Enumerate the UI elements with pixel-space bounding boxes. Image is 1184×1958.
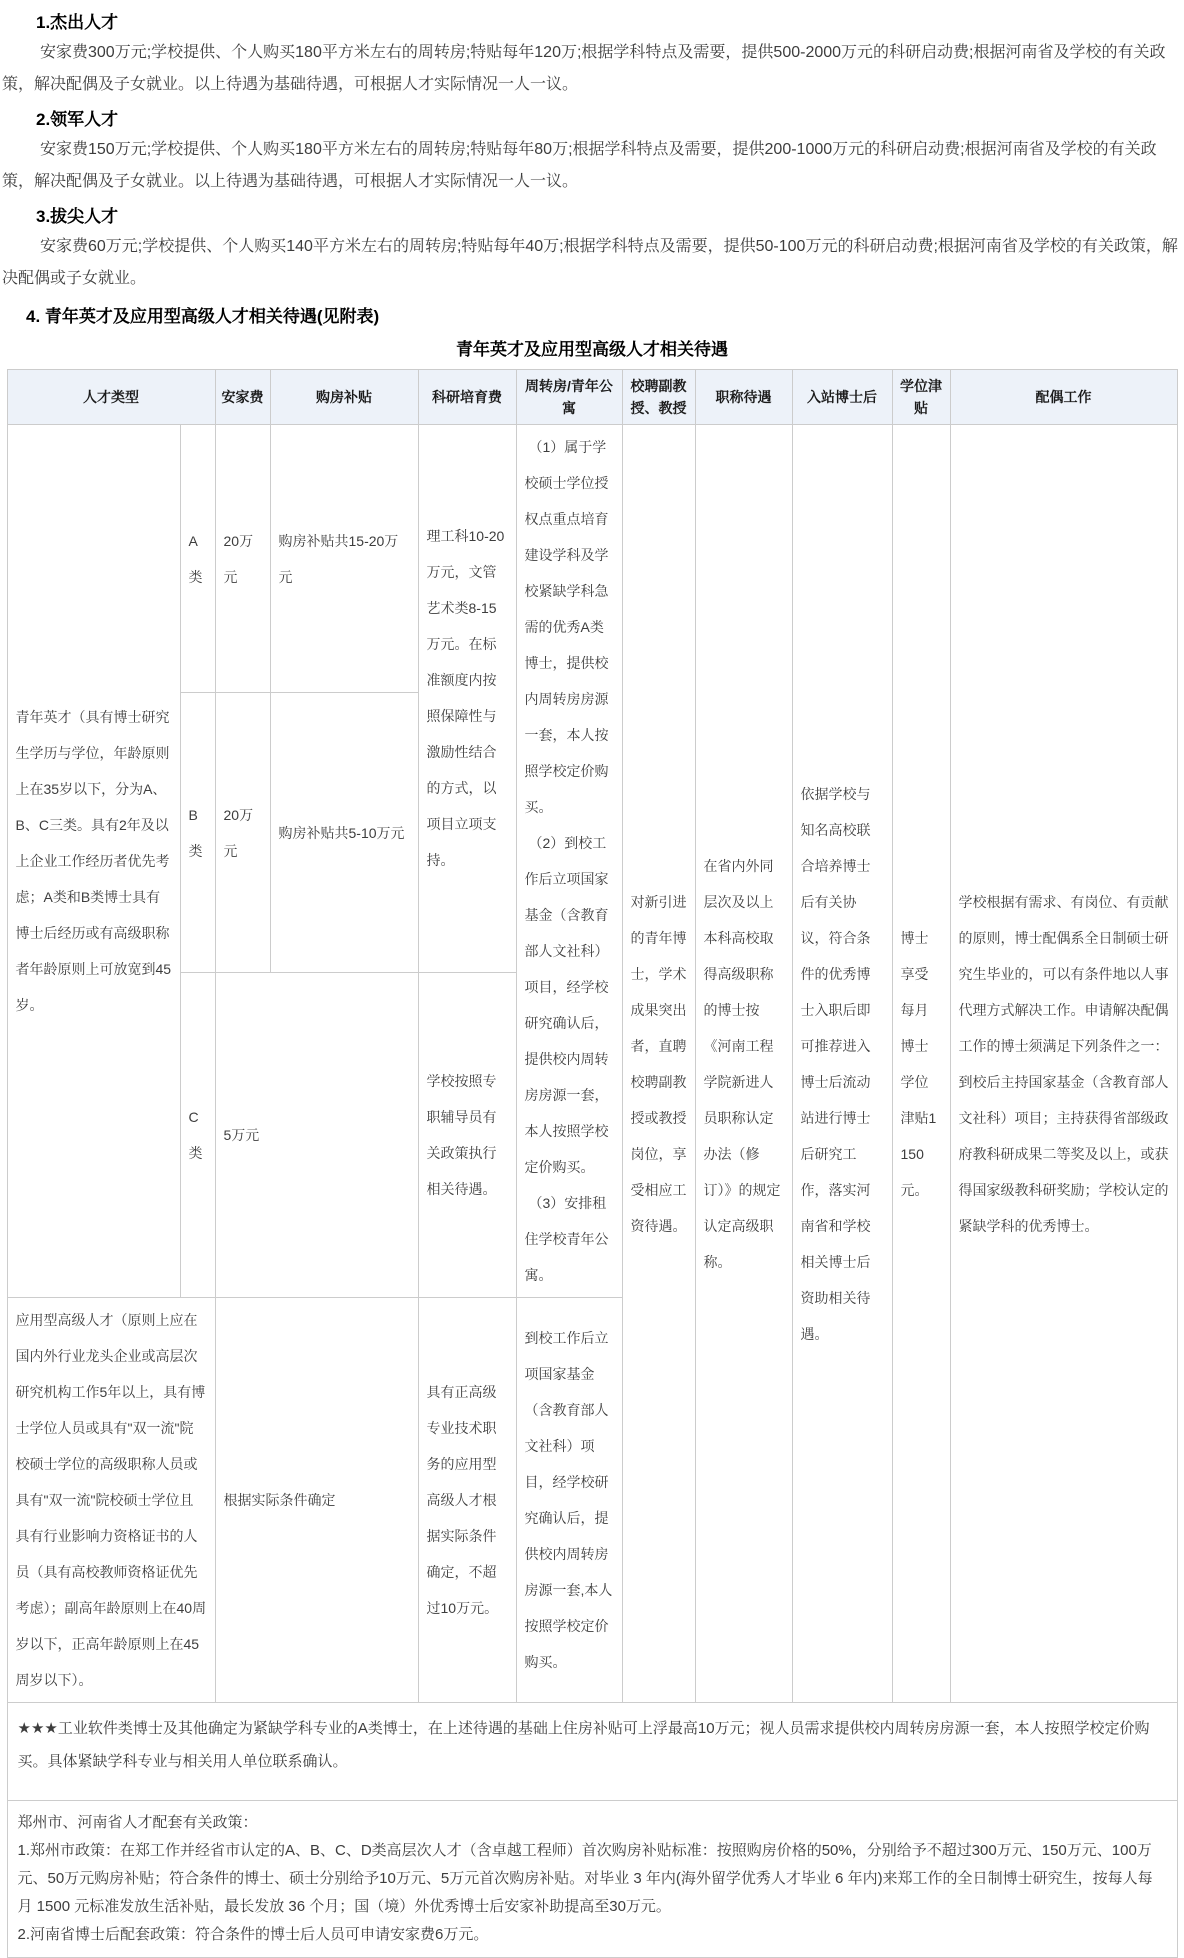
cell-housing-subsidy-b: 购房补贴共5-10万元 [270, 693, 418, 972]
table-title: 青年英才及应用型高级人才相关待遇 [456, 340, 728, 359]
cell-category-b: B类 [180, 693, 215, 972]
policy-note-title: 郑州市、河南省人才配套有关政策： [17, 1814, 258, 1831]
cell-applied-description: 应用型高级人才（原则上应在国内外行业龙头企业或高层次研究机构工作5年以上，具有博士学位人员或具有"双一流"院校硕士学位的高级职称人员或具有"双一流"院校硕士学位且具有行业影响力资格证书的人员（具有高校教师资格证优先考虑）；副高年龄原则上在40周岁以下，正高年龄原则上在45周岁以下）。 [7, 1298, 215, 1703]
section-4-heading: 4. 青年英才及应用型高级人才相关待遇(见附表) [26, 307, 380, 326]
housing-item-2: （2）到校工作后立项国家基金（含教育部人文社科）项目，经学校研究确认后，提供校内周转房房源一套，本人按照学校定价购买。 [524, 835, 609, 1175]
table-header-row [7, 370, 1177, 425]
cell-category-c: C类 [180, 972, 215, 1297]
cell-housing-subsidy-a: 购房补贴共15-20万元 [270, 425, 418, 693]
cell-settling-fee-a: 20万元 [215, 425, 270, 693]
cell-spouse-work: 学校根据有需求、有岗位、有贡献的原则，博士配偶系全日制硕士研究生毕业的，可以有条件地以人事代理方式解决工作。申请解决配偶工作的博士须满足下列条件之一：到校后主持国家基金（含教育部人文社科）项目；主持获得省部级政府教科研成果二等奖及以上，或获得国家级教科研奖励；学校认定的紧缺学科的优秀博士。 [950, 425, 1177, 1703]
cell-research-fund-c: 学校按照专职辅导员有关政策执行相关待遇。 [418, 972, 516, 1297]
cell-applied-research-fund: 具有正高级专业技术职务的应用型高级人才根据实际条件确定，不超过10万元。 [418, 1298, 516, 1703]
table-footnote: ★★★工业软件类博士及其他确定为紧缺学科专业的A类博士，在上述待遇的基础上住房补贴可上浮最高10万元；视人员需求提供校内周转房房源一套，本人按照学校定价购买。具体紧缺学科专业与相关用人单位联系确认。 [7, 1703, 1177, 1801]
table-header-postdoc: 入站博士后 [792, 370, 892, 425]
table-header-spouse-work: 配偶工作 [950, 370, 1177, 425]
housing-item-3: （3）安排租住学校青年公寓。 [524, 1195, 609, 1283]
intro-section-2-heading: 2.领军人才 [36, 110, 119, 129]
intro-section-1 [0, 13, 1184, 101]
policy-note-item-2: 2.河南省博士后配套政策：符合条件的博士后人员可申请安家费6万元。 [17, 1926, 489, 1943]
table-header-housing-subsidy: 购房补贴 [270, 370, 418, 425]
benefits-table [7, 369, 1178, 1958]
cell-applied-settling-fee: 根据实际条件确定 [215, 1298, 418, 1703]
policy-note [7, 1801, 1177, 1958]
cell-title-treatment: 在省内外同层次及以上本科高校取得高级职称的博士按《河南工程学院新进人员职称认定办法（修订）》的规定认定高级职称。 [695, 425, 792, 1703]
cell-housing-young [516, 425, 622, 1298]
table-header-housing: 周转房/青年公寓 [516, 370, 622, 425]
intro-section-2-paragraph: 安家费150万元;学校提供、个人购买180平方米左右的周转房;特贴每年80万;根据学科特点及需要，提供200-1000万元的科研启动费;根据河南省及学校的有关政策，解决配偶及子女就业。以上待遇为基础待遇，可根据人才实际情况一人一议。 [2, 141, 1157, 190]
table-policy-row [7, 1801, 1177, 1958]
cell-degree-allowance: 博士享受每月博士学位津贴1150元。 [892, 425, 950, 1703]
cell-young-talent-description: 青年英才（具有博士研究生学历与学位，年龄原则上在35岁以下，分为A、B、C三类。具有2年及以上企业工作经历者优先考虑；A类和B类博士具有博士后经历或有高级职称者年龄原则上可放宽到45岁。 [7, 425, 180, 1298]
intro-section-3-paragraph: 安家费60万元;学校提供、个人购买140平方米左右的周转房;特贴每年40万;根据学科特点及需要，提供50-100万元的科研启动费;根据河南省及学校的有关政策，解决配偶或子女就业。 [2, 238, 1178, 287]
cell-settling-fee-b: 20万元 [215, 693, 270, 972]
cell-applied-housing: 到校工作后立项国家基金（含教育部人文社科）项目，经学校研究确认后，提供校内周转房房源一套,本人按照学校定价购买。 [516, 1298, 622, 1703]
policy-note-item-1: 1.郑州市政策：在郑工作并经省市认定的A、B、C、D类高层次人才（含卓越工程师）首次购房补贴标准：按照购房价格的50%，分别给予不超过300万元、150万元、100万元、50万元购房补贴；符合条件的博士、硕士分别给予10万元、5万元首次购房补贴。对毕业 3 年内(海外留学优秀人才毕业 6 年内)来郑工作的全日制博士研究生，按每人每月 1500 元标准发放生活补贴，最长发放 36 个月；国（境）外优秀博士后安家补助提高至30万元。 [17, 1842, 1153, 1915]
cell-research-fund-ab: 理工科10-20万元，文管艺术类8-15万元。在标准额度内按照保障性与激励性结合的方式，以项目立项支持。 [418, 425, 516, 973]
cell-appointment: 对新引进的青年博士，学术成果突出者，直聘校聘副教授或教授岗位，享受相应工资待遇。 [622, 425, 695, 1703]
intro-section-1-heading: 1.杰出人才 [36, 13, 119, 32]
table-footnote-row [7, 1703, 1177, 1801]
housing-item-1: （1）属于学校硕士学位授权点重点培育建设学科及学校紧缺学科急需的优秀A类博士，提供校内周转房房源一套，本人按照学校定价购买。 [524, 439, 609, 815]
table-row-category-a [7, 425, 1177, 693]
table-header-degree-allowance: 学位津贴 [892, 370, 950, 425]
table-header-research-fund: 科研培育费 [418, 370, 516, 425]
intro-section-3 [0, 207, 1184, 295]
cell-settling-fee-c: 5万元 [215, 972, 418, 1297]
table-header-settling-fee: 安家费 [215, 370, 270, 425]
cell-postdoc: 依据学校与知名高校联合培养博士后有关协议，符合条件的优秀博士入职后即可推荐进入博士后流动站进行博士后研究工作，落实河南省和学校相关博士后资助相关待遇。 [792, 425, 892, 1703]
cell-category-a: A类 [180, 425, 215, 693]
intro-section-3-heading: 3.拔尖人才 [36, 207, 119, 226]
intro-section-2 [0, 110, 1184, 198]
intro-section-1-paragraph: 安家费300万元;学校提供、个人购买180平方米左右的周转房;特贴每年120万;根据学科特点及需要，提供500-2000万元的科研启动费;根据河南省及学校的有关政策，解决配偶及子女就业。以上待遇为基础待遇，可根据人才实际情况一人一议。 [2, 44, 1166, 93]
table-header-title-treatment: 职称待遇 [695, 370, 792, 425]
table-header-talent-type: 人才类型 [7, 370, 215, 425]
table-header-appointment: 校聘副教授、教授 [622, 370, 695, 425]
